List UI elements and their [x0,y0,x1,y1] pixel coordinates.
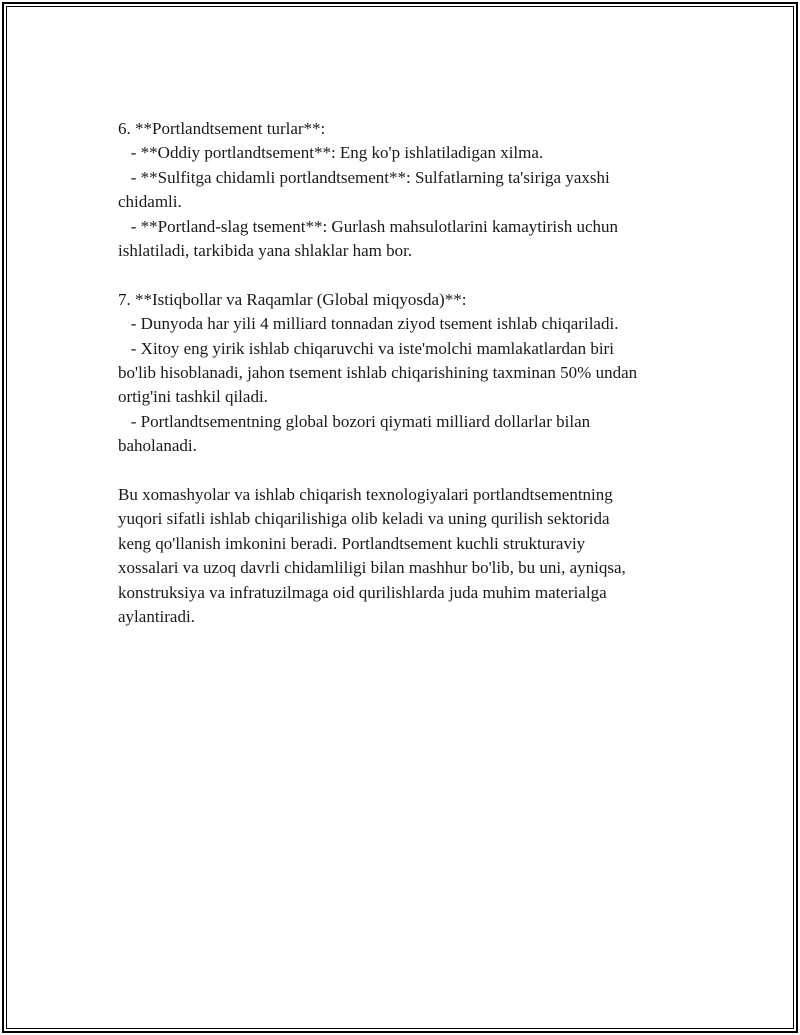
list-item-line: baholanadi. [118,436,197,456]
list-item-line: bo'lib hisoblanadi, jahon tsement ishlab chiqarishining taxminan 50% undan [118,363,638,383]
section-portlandtsement-types [118,117,698,263]
paragraph-line: konstruksiya va infratuzilmaga oid qurilishlarda juda muhim materialga [118,582,607,602]
paragraph-line: xossalari va uzoq davrli chidamliligi bilan mashhur bo'lib, bu uni, ayniqsa, [118,558,626,578]
paragraph-line: Bu xomashyolar va ishlab chiqarish texnologiyalari portlandtsementning [118,485,613,505]
list-item-line: chidamli. [118,192,182,212]
list-item-line: - **Portland-slag tsement**: Gurlash mahsulotlarini kamaytirish uchun [118,216,618,236]
list-item-line: - **Oddiy portlandtsement**: Eng ko'p ishlatiladigan xilma. [118,143,544,163]
list-item-line: ishlatiladi, tarkibida yana shlaklar ham bor. [118,241,413,261]
list-item-line: ortig'ini tashkil qiladi. [118,387,268,407]
list-item-line: - Portlandtsementning global bozori qiymati milliard dollarlar bilan [118,411,591,431]
paragraph-gap [118,459,698,483]
list-item-line: - Xitoy eng yirik ishlab chiqaruvchi va iste'molchi mamlakatlardan biri [118,338,614,358]
section-heading: 7. **Istiqbollar va Raqamlar (Global miqyosda)**: [118,289,467,309]
paragraph-line: keng qo'llanish imkonini beradi. Portlandtsement kuchli strukturaviy [118,533,586,553]
list-item-line: - Dunyoda har yili 4 milliard tonnadan ziyod tsement ishlab chiqariladi. [118,314,619,334]
paragraph-line: yuqori sifatli ishlab chiqarilishiga olib keladi va uning qurilish sektorida [118,509,610,529]
section-heading: 6. **Portlandtsement turlar**: [118,119,326,138]
paragraph-line: aylantiradi. [118,607,195,627]
document-body [118,117,698,630]
section-prospects-and-figures [118,288,698,459]
list-item-line: - **Sulfitga chidamli portlandtsement**: Sulfatlarning ta'siriga yaxshi [118,167,610,187]
paragraph-gap [118,263,698,287]
conclusion-paragraph [118,483,698,629]
